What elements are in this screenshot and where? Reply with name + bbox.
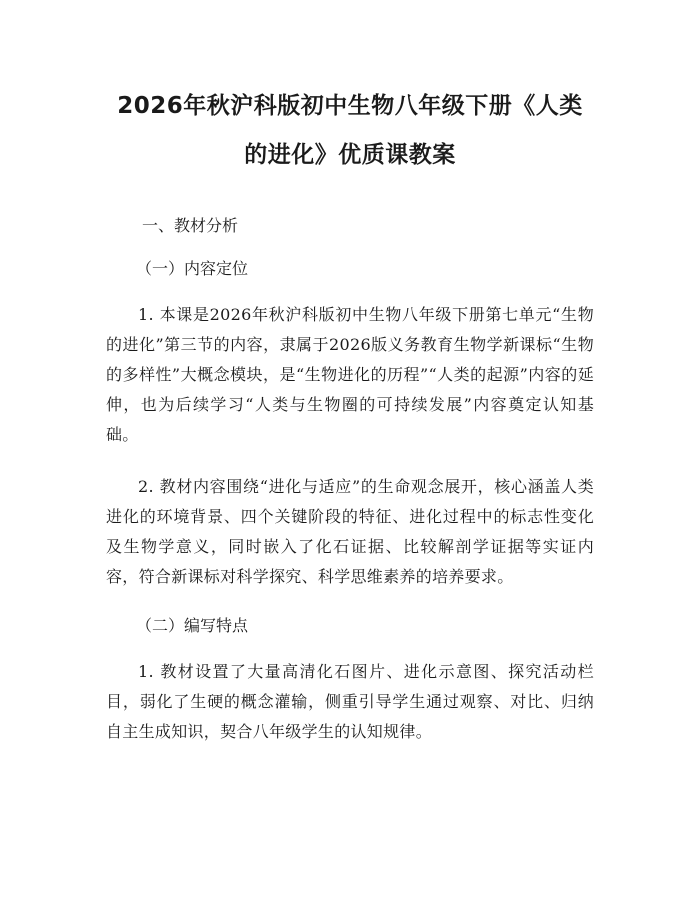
document-title: 2026年秋沪科版初中生物八年级下册《人类的进化》优质课教案 [117, 93, 583, 168]
paragraph-content-positioning-1: 1. 本课是2026年秋沪科版初中生物八年级下册第七单元“生物的进化”第三节的内容，隶属于2026版义务教育生物学新课标“生物的多样性”大概念模块，是“生物进化的历程”“人类的起源”内容的延伸，也为后续学习“人类与生物圈的可持续发展”内容奠定认知基础。 [106, 305, 594, 444]
subsection-heading-writing-features: （二）编写特点 [136, 616, 249, 635]
paragraph-content-positioning-2: 2. 教材内容围绕“进化与适应”的生命观念展开，核心涵盖人类进化的环境背景、四个关键阶段的特征、进化过程中的标志性变化及生物学意义，同时嵌入了化石证据、比较解剖学证据等实证内容，符合新课标对科学探究、科学思维素养的培养要求。 [106, 477, 594, 586]
section-heading-textbook-analysis: 一、教材分析 [142, 216, 239, 235]
paragraph-writing-features-1: 1. 教材设置了大量高清化石图片、进化示意图、探究活动栏目，弱化了生硬的概念灌输，侧重引导学生通过观察、对比、归纳自主生成知识，契合八年级学生的认知规律。 [106, 662, 594, 741]
subsection-heading-content-positioning: （一）内容定位 [136, 259, 249, 278]
